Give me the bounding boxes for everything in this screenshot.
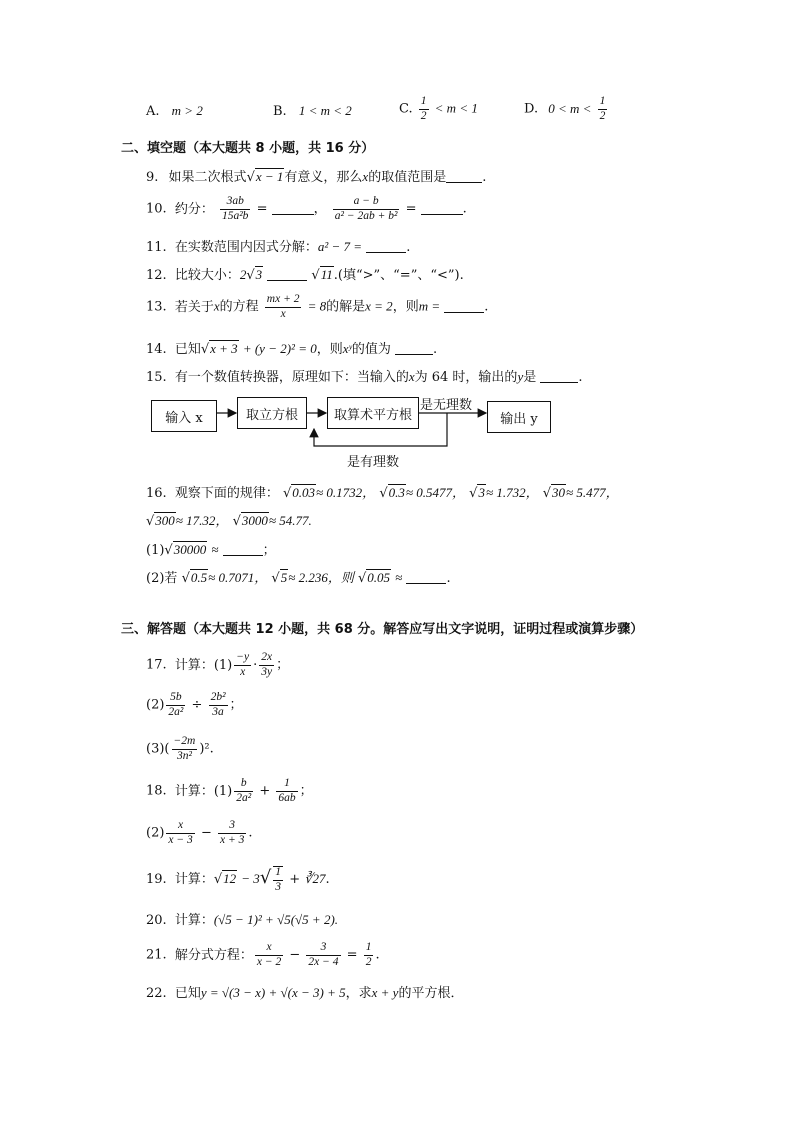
question-16-line-2: √300≈ 17.32， √3000≈ 54.77. xyxy=(146,513,312,529)
question-17-part-3: (3)( $\frac{-2m}{\text{3n²}}$ )². xyxy=(146,735,214,762)
fraction: $\frac{3}{x + 3}$ xyxy=(219,819,245,846)
question-19: 19. 计算：√12 − 3√ $\frac{1}{3}$ + ∛27. xyxy=(146,866,330,893)
answer-blank[interactable] xyxy=(406,571,446,584)
sqrt: √3 xyxy=(246,267,263,283)
question-21: 21. 解分式方程： $\frac{x}{x - 2}$ − $\frac{3}{2x - 4}$ = $\frac{1}{2}$ . xyxy=(146,941,380,968)
question-16-part-2: (2)若 √0.5≈ 0.7071， √5≈ 2.236，则 √0.05 ≈ . xyxy=(146,570,451,586)
fraction: $\frac{1}{2}$ xyxy=(420,95,427,122)
fraction: $\frac{\text{2b²}}{3a}$ xyxy=(210,691,226,718)
question-15: 15. 有一个数值转换器，原理如下：当输入的x为 64 时，输出的y是 . xyxy=(146,369,583,385)
fraction: $\frac{2x}{3y}$ xyxy=(261,651,273,678)
flow-input-box: 输入 x xyxy=(151,400,217,432)
choice-c: C. $\frac{1}{2}$ < m < 1 xyxy=(399,95,478,122)
fraction: $\frac{1}{6ab}$ xyxy=(278,777,296,804)
question-16-part-1: (1)√30000 ≈ ； xyxy=(146,542,276,558)
question-18-part-2: (2) $\frac{x}{x - 3}$ − $\frac{3}{x + 3}$ . xyxy=(146,819,253,846)
sqrt: √x + 3 xyxy=(200,341,238,357)
sqrt: √11 xyxy=(311,267,333,283)
flow-irrational-label: 是无理数 xyxy=(420,398,473,413)
question-22: 22. 已知y = √(3 − x) + √(x − 3) + 5，求x + y的平方根． xyxy=(146,985,464,1001)
question-14: 14. 已知√x + 3 + (y − 2)² = 0，则xʸ的值为 . xyxy=(146,341,438,357)
flow-rational-label: 是有理数 xyxy=(347,455,400,470)
question-10: 10. 约分： $\frac{3ab}{\text{15a²b}}$ = ， $\frac{a - b}{\text{a² − 2ab + b²}}$ = . xyxy=(146,195,467,222)
flow-cube-root-box: 取立方根 xyxy=(237,397,307,429)
arrow-loop-back xyxy=(314,413,447,446)
question-20: 20. 计算：(√5 − 1)² + √5(√5 + 2). xyxy=(146,912,339,928)
fraction: $\frac{a - b}{\text{a² − 2ab + b²}}$ xyxy=(334,195,398,222)
section-2-title: 二、填空题（本大题共 8 小题，共 16 分） xyxy=(121,141,375,156)
fraction: $\frac{x}{x - 3}$ xyxy=(168,819,193,846)
fraction: $\frac{1}{3}$ xyxy=(275,866,282,893)
flow-square-root-box: 取算术平方根 xyxy=(327,397,419,429)
fraction: $\frac{3ab}{\text{15a²b}}$ xyxy=(221,195,249,222)
choice-b: B. 1 < m < 2 xyxy=(273,103,352,119)
flow-arrows xyxy=(0,0,794,480)
fraction: $\frac{1}{2}$ xyxy=(365,941,372,968)
question-12: 12. 比较大小：2√3 √11.(填“>”、“=”、“<”). xyxy=(146,267,464,283)
question-9: 9. 如果二次根式√x − 1有意义，那么x的取值范围是 . xyxy=(146,169,487,185)
fraction: $\frac{b}{\text{2a²}}$ xyxy=(236,777,252,804)
fraction: $\frac{1}{2}$ xyxy=(599,95,606,122)
fraction: $\frac{mx + 2}{x}$ xyxy=(266,293,300,320)
fraction: $\frac{5b}{\text{2a²}}$ xyxy=(168,691,184,718)
fraction: $\frac{x}{x - 2}$ xyxy=(256,941,282,968)
section-3-title: 三、解答题（本大题共 12 小题，共 68 分。解答应写出文字说明，证明过程或演算步骤） xyxy=(121,622,644,637)
choice-d: D. 0 < m < $\frac{1}{2}$ xyxy=(524,95,606,122)
question-16: 16. 观察下面的规律： √0.03≈ 0.1732， √0.3≈ 0.5477， √3≈ 1.732， √30≈ 5.477， xyxy=(146,485,619,501)
fraction: $\frac{-y}{x}$ xyxy=(236,651,250,678)
sqrt: √x − 1 xyxy=(246,169,284,185)
question-17-part-2: (2) $\frac{5b}{\text{2a²}}$ ÷ $\frac{\text{2b²}}{3a}$ ； xyxy=(146,691,243,718)
question-18: 18. 计算：(1) $\frac{b}{\text{2a²}}$ + $\frac{1}{6ab}$ ； xyxy=(146,777,313,804)
question-11: 11. 在实数范围内因式分解：a² − 7 = . xyxy=(146,239,411,255)
question-17: 17. 计算：(1) $\frac{-y}{x}$ · $\frac{2x}{3y}$ ； xyxy=(146,651,290,678)
flow-output-box: 输出 y xyxy=(487,401,551,433)
choice-a: A. m > 2 xyxy=(146,103,203,119)
fraction: $\frac{-2m}{\text{3n²}}$ xyxy=(173,735,196,762)
answer-blank[interactable] xyxy=(223,543,263,556)
fraction: $\frac{3}{2x - 4}$ xyxy=(308,941,339,968)
question-13: 13. 若关于x的方程 $\frac{mx + 2}{x}$ = 8的解是x = 2，则m = . xyxy=(146,293,489,320)
